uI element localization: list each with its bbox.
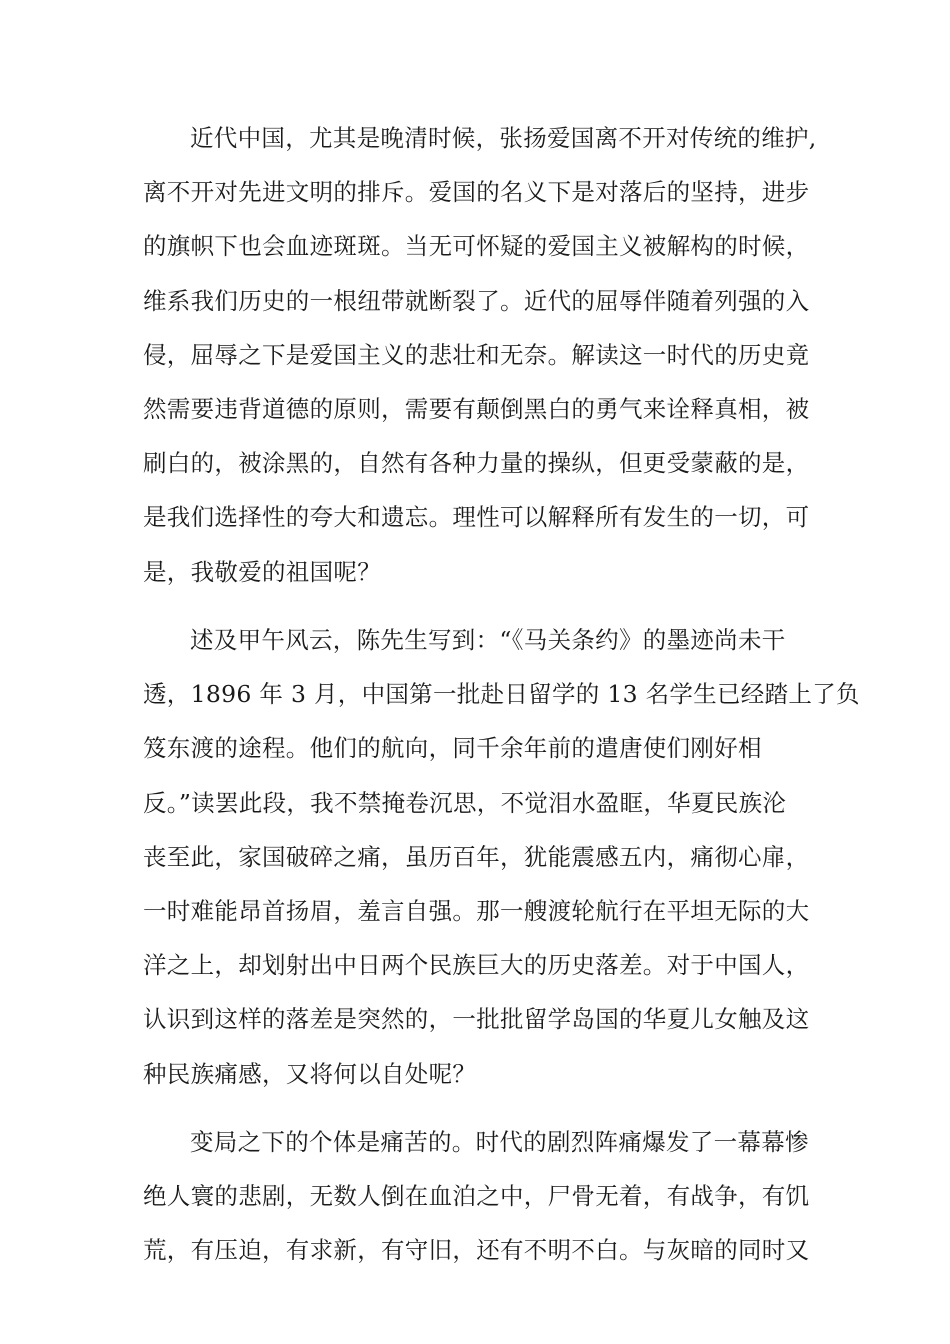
text-line: 变局之下的个体是痛苦的。时代的剧烈阵痛爆发了一幕幕惨 (190, 1128, 809, 1156)
text-line: 透，1896 年 3 月，中国第一批赴日留学的 13 名学生已经踏上了负 (143, 680, 860, 709)
text-line: 认识到这样的落差是突然的，一批批留学岛国的华夏儿女触及这 (143, 1005, 810, 1034)
paragraph-2 (143, 613, 860, 1101)
text-line: 绝人寰的悲剧，无数人倒在血泊之中，尸骨无着，有战争，有饥 (143, 1182, 810, 1211)
paragraph-1 (143, 111, 817, 599)
text-line: 是，我敬爱的祖国呢？ (143, 557, 381, 586)
text-line: 侵，屈辱之下是爱国主义的悲壮和无奈。解读这一时代的历史竟 (143, 340, 810, 369)
text-line: 种民族痛感，又将何以自处呢？ (143, 1059, 477, 1088)
text-line: 维系我们历史的一根纽带就断裂了。近代的屈辱伴随着列强的入 (143, 286, 810, 315)
text-line: 刷白的，被涂黑的，自然有各种力量的操纵，但更受蒙蔽的是， (143, 449, 810, 478)
text-line: 近代中国，尤其是晚清时候，张扬爱国离不开对传统的维护, (190, 124, 817, 152)
text-line: 荒，有压迫，有求新，有守旧，还有不明不白。与灰暗的同时又 (143, 1236, 810, 1265)
paragraph-3 (143, 1115, 813, 1278)
text-line: 述及甲午风云，陈先生写到：“《马关条约》的墨迹尚未干 (190, 626, 786, 654)
text-line: 是我们选择性的夸大和遗忘。理性可以解释所有发生的一切，可 (143, 503, 810, 532)
text-line: 笈东渡的途程。他们的航向，同千余年前的遣唐使们刚好相 (143, 734, 762, 763)
text-line: 的旗帜下也会血迹斑斑。当无可怀疑的爱国主义被解构的时候， (143, 232, 810, 261)
text-line: 丧至此，家国破碎之痛，虽历百年，犹能震感五内，痛彻心扉， (143, 842, 810, 871)
text-line: 然需要违背道德的原则，需要有颠倒黑白的勇气来诠释真相，被 (143, 394, 810, 423)
text-line: 反。”读罢此段，我不禁掩卷沉思，不觉泪水盈眶，华夏民族沦 (143, 788, 787, 817)
text-line: 一时难能昂首扬眉，羞言自强。那一艘渡轮航行在平坦无际的大 (143, 896, 810, 925)
text-line: 洋之上，却划射出中日两个民族巨大的历史落差。对于中国人， (143, 951, 810, 980)
text-line: 离不开对先进文明的排斥。爱国的名义下是对落后的坚持，进步 (143, 178, 810, 207)
